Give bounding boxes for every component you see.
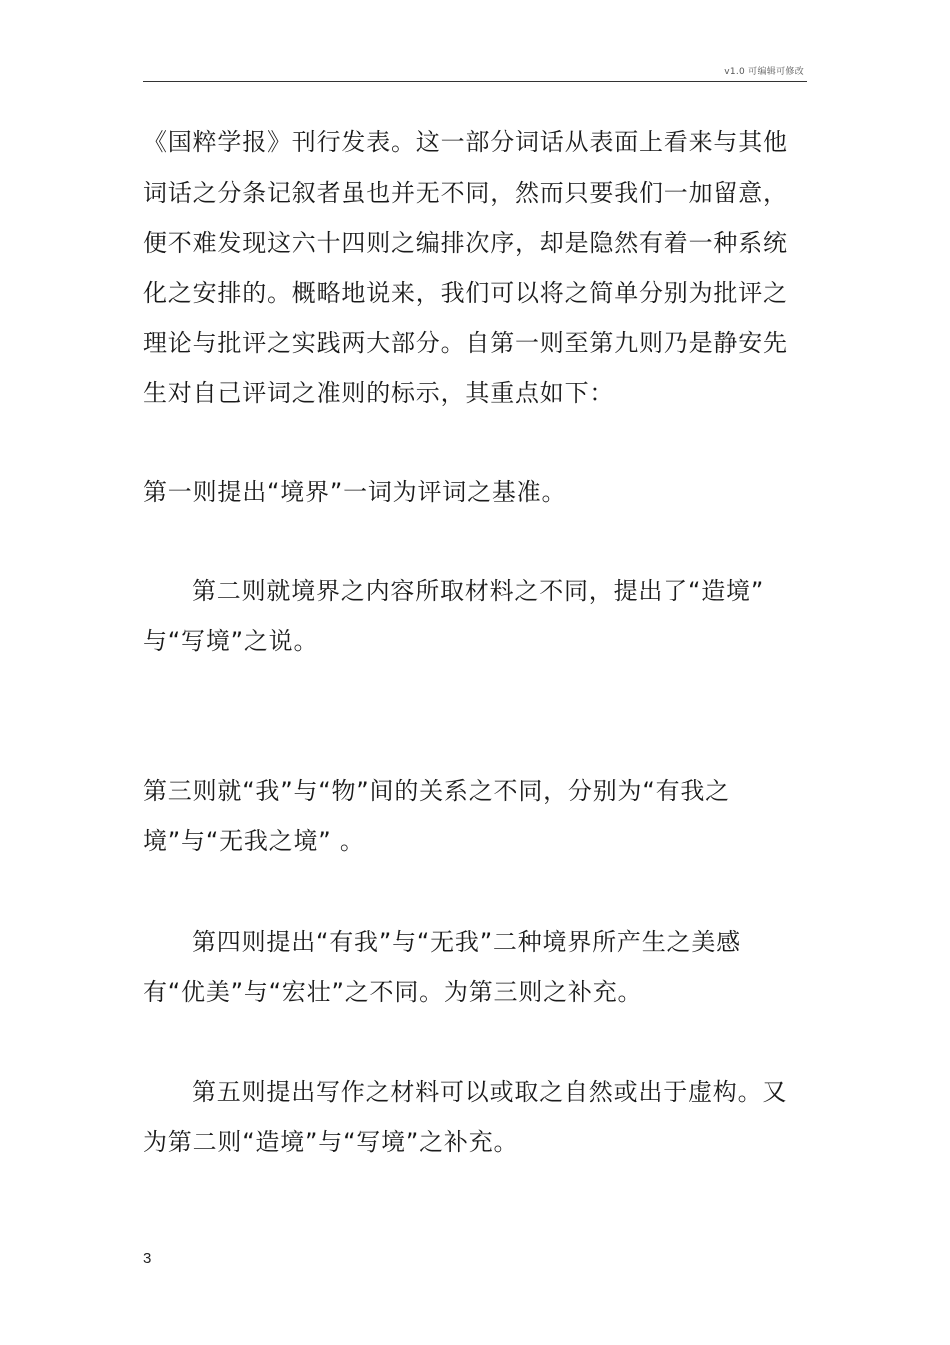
intro-line-1: 《国粹学报》刊行发表。这一部分词话从表面上看来与其他 — [143, 128, 788, 156]
intro-line-6: 生对自己评词之准则的标示，其重点如下： — [143, 379, 615, 407]
rule4-line-2: 有“优美”与“宏壮”之不同。为第三则之补充。 — [143, 978, 643, 1006]
intro-line-5: 理论与批评之实践两大部分。自第一则至第九则乃是静安先 — [143, 329, 788, 357]
rule5-line-2: 为第二则“造境”与“写境”之补充。 — [143, 1128, 519, 1156]
intro-line-4: 化之安排的。概略地说来，我们可以将之简单分别为批评之 — [143, 279, 788, 307]
rule4-line-1: 第四则提出“有我”与“无我”二种境界所产生之美感 — [192, 928, 741, 956]
rule2-line-2: 与“写境”之说。 — [143, 627, 319, 655]
intro-line-3: 便不难发现这六十四则之编排次序，却是隐然有着一种系统 — [143, 229, 788, 257]
rule5-line-1: 第五则提出写作之材料可以或取之自然或出于虚构。又 — [192, 1078, 788, 1106]
rule1-line-1: 第一则提出“境界”一词为评词之基准。 — [143, 478, 567, 506]
rule2-line-1: 第二则就境界之内容所取材料之不同，提出了“造境” — [192, 577, 765, 605]
page-number: 3 — [143, 1250, 152, 1267]
header-version-note: v1.0 可编辑可修改 — [724, 67, 804, 77]
intro-line-2: 词话之分条记叙者虽也并无不同，然而只要我们一加留意， — [143, 179, 788, 207]
rule3-line-1: 第三则就“我”与“物”间的关系之不同，分别为“有我之 — [143, 777, 730, 805]
header-rule — [143, 81, 807, 82]
rule3-line-2: 境”与“无我之境” 。 — [143, 827, 365, 855]
